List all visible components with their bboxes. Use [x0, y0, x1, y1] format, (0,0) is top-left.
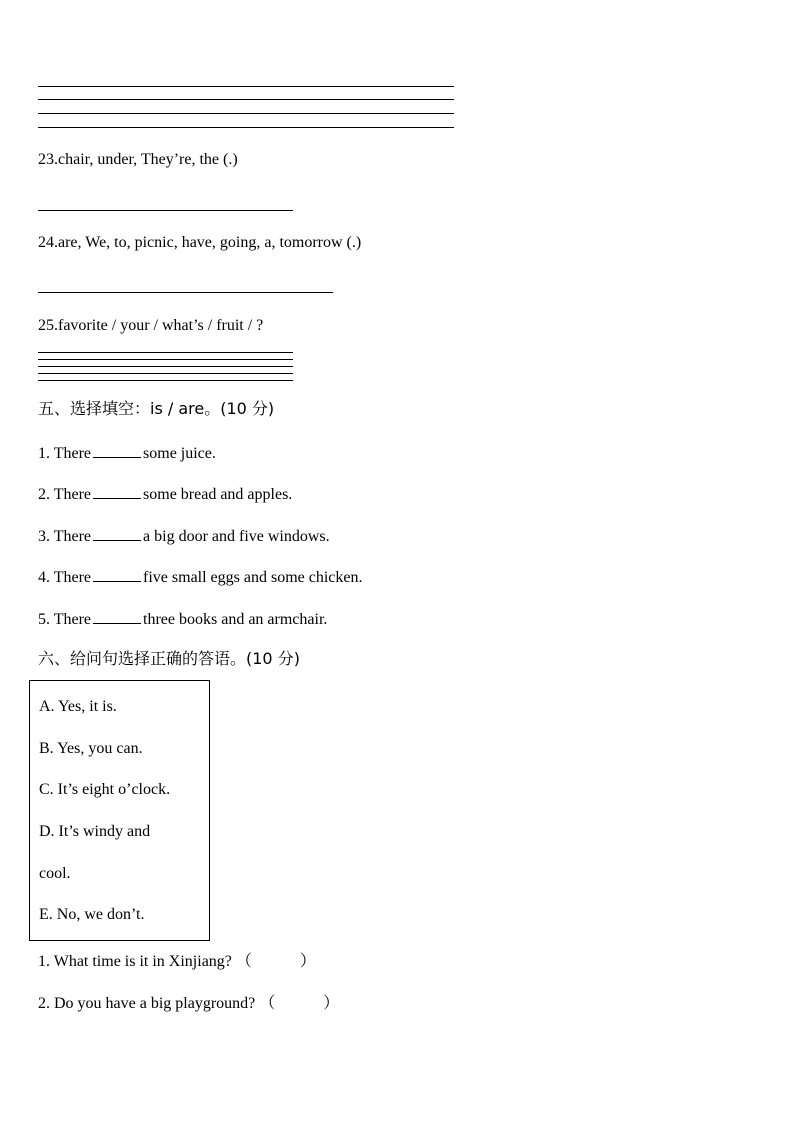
q-prefix: 2. There [38, 486, 92, 503]
s5-question-4 [38, 566, 363, 588]
fill-blank[interactable] [93, 566, 141, 582]
q-prefix: 5. There [38, 611, 92, 628]
question-text: 2. Do you have a big playground? [38, 995, 256, 1012]
answer-line[interactable] [38, 352, 293, 353]
section-5-heading: 五、选择填空：is / are。(10 分) [38, 399, 275, 418]
answer-line-24[interactable] [38, 292, 333, 293]
q-prefix: 1. There [38, 445, 92, 462]
question-25: 25.favorite / your / what’s / fruit / ? [38, 317, 264, 334]
option-e: E. No, we don’t. [39, 906, 145, 923]
s6-question-2 [38, 994, 339, 1014]
answer-line[interactable] [38, 127, 454, 128]
question-text: 1. What time is it in Xinjiang? [38, 953, 232, 970]
answer-line[interactable] [38, 99, 454, 100]
section-6-heading: 六、给问句选择正确的答语。(10 分) [38, 649, 300, 668]
answer-line-23[interactable] [38, 210, 293, 211]
q-prefix: 3. There [38, 528, 92, 545]
options-box [29, 680, 210, 941]
option-b: B. Yes, you can. [39, 740, 143, 757]
q-suffix: a big door and five windows. [143, 528, 330, 545]
answer-line[interactable] [38, 366, 293, 367]
fill-blank[interactable] [93, 608, 141, 624]
s5-question-1 [38, 442, 216, 464]
q-suffix: some juice. [143, 445, 216, 462]
answer-paren[interactable]: （ ） [259, 995, 340, 1012]
answer-line[interactable] [38, 359, 293, 360]
answer-line[interactable] [38, 113, 454, 114]
s5-question-2 [38, 483, 292, 505]
option-d-cont: cool. [39, 865, 71, 882]
q-prefix: 4. There [38, 569, 92, 586]
q-suffix: some bread and apples. [143, 486, 293, 503]
option-a: A. Yes, it is. [39, 698, 117, 715]
question-23: 23.chair, under, They’re, the (.) [38, 151, 238, 168]
fill-blank[interactable] [93, 525, 141, 541]
q-suffix: five small eggs and some chicken. [143, 569, 363, 586]
fill-blank[interactable] [93, 483, 141, 499]
answer-line[interactable] [38, 373, 293, 374]
question-24: 24.are, We, to, picnic, have, going, a, tomorrow (.) [38, 234, 362, 251]
answer-line[interactable] [38, 86, 454, 87]
option-d: D. It’s windy and [39, 823, 151, 840]
s5-question-5 [38, 608, 327, 630]
option-c: C. It’s eight o’clock. [39, 781, 171, 798]
answer-line[interactable] [38, 380, 293, 381]
answer-paren[interactable]: （ ） [235, 953, 316, 970]
q-suffix: three books and an armchair. [143, 611, 328, 628]
s5-question-3 [38, 525, 330, 547]
fill-blank[interactable] [93, 442, 141, 458]
s6-question-1 [38, 952, 316, 972]
